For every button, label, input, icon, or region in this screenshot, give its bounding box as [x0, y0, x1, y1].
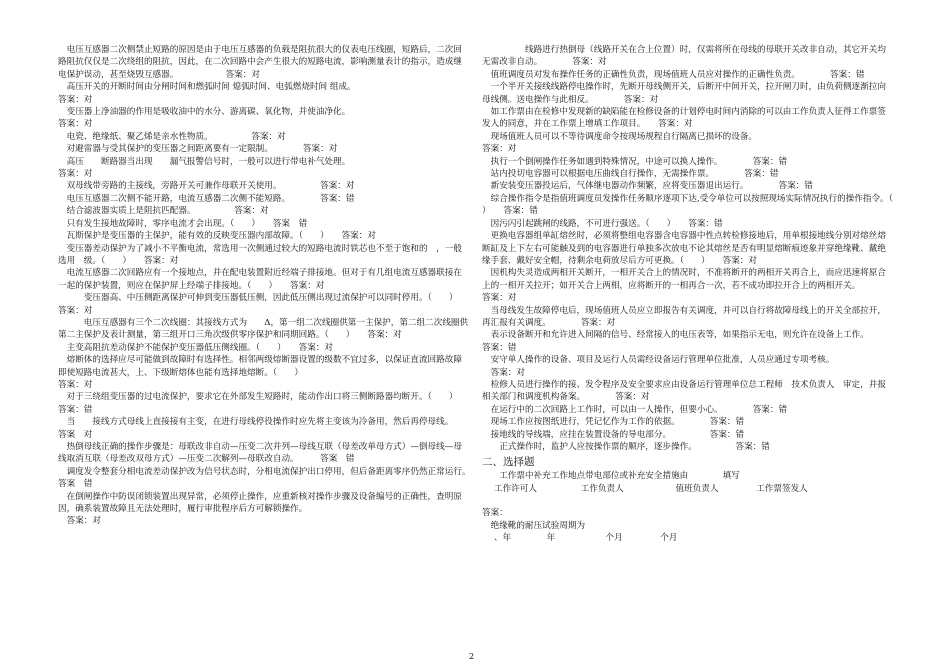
paragraph: 综合操作指令是指值班调度员发操作任务顺序逐项下达,受令单位可以按照现场实际情况执行的操作指令。（ ） 答案：错 [482, 193, 911, 217]
paragraph: 检修人员进行操作的接、发令程序及安全要求应由设备运行管理单位总工程师 技术负责人 审定，并报相关部门和调度机构备案。 答案：对 [482, 379, 886, 403]
paragraph: 当 接线方式母线上直接接有主变，在进行母线停役操作时应先将主变该为冷备用，然后再停母线。 答案 对 [58, 417, 484, 440]
question-2-options [482, 532, 894, 544]
paragraph: 正式操作时，监护人应按操作票的顺序，逐步操作。 答案：错 [482, 442, 770, 452]
paragraph: 答案：对 [482, 144, 517, 155]
paragraph: 对于三绕组变压器的过电流保护，要求它在外部发生短路时，能动作出口将三侧断路器均断开。（ ） 答案：错 [58, 392, 480, 415]
q1-option-4: 工作票签发人 [756, 483, 808, 494]
paragraph: 值班调度员对发布操作任务的正确性负责，现场值班人员应对操作的正确性负责。 答案：错 [482, 69, 865, 80]
paragraph: 执行一个倒闸操作任务如遇到特殊情况，中途可以换人操作。 答案：错 [482, 156, 788, 167]
paragraph: 接地线的导线端，应挂在装置设备的导电部分。 答案：错 [482, 429, 745, 440]
paragraph: 更换电容器组单缸熔丝时，必须将整组电容器含电容器中性点转检修接地后，用单根接地线分别对熔丝熔断缸及上下左右可能触及到的电容器进行单独多次放电不论其熔丝是否有明显熔断痕迹象并穿绝缘靴、戴绝缘手套、戴好安全帽，待剩余电荷放尽后方可更换。（ ） 答案：对 [482, 231, 886, 266]
paragraph: 电瓷、绝缘纸、聚乙烯是亲水性物质。 答案：对 [58, 131, 286, 142]
paragraph: 电压互感器有三个二次线圈：其接线方式为 Δ，第一组二次线圈供第一主保护，第二组二次线圈供第二主保护及表计测量，第三组开口三角次级供零序保护和同期回路。（ ） 答案：对 [58, 317, 469, 341]
paragraph: 现场工作应按图纸进行，凭记忆作为工作的依据。 答案：错 [482, 417, 745, 428]
paragraph: 电流互感器二次回路应有一个接地点，并在配电装置附近经端子排接地。但对于有几组电流互感器联接在一起的保护装置，则应在保护屏上经端子排接地。（ ） 答案：对 [58, 268, 462, 291]
q2-option-4: 个月 [660, 533, 678, 544]
paragraph: 变压器上净油器的作用是吸收油中的水分、游离碳、氧化物，并使油净化。 [58, 107, 351, 118]
question-2: 绝缘靴的耐压试验周期为 [482, 520, 586, 531]
question-1: 工作票中补充工作地点带电部位或补充安全措施由 填写 [482, 471, 740, 482]
paragraph: 电压互感器二次侧不能开路，电流互感器二次侧不能短路。 答案：错 [58, 193, 355, 204]
paragraph: 答案：对 [58, 169, 93, 180]
paragraph: 高压开关的开断时间由分闸时间和燃弧时间 熄弧时间、电弧燃烧时间 组成。 [58, 82, 356, 93]
paragraph: 在运行中的二次回路上工作时，可以由一人操作，但要小心。 答案：错 [482, 404, 788, 415]
paragraph: 线路进行热倒母（线路开关在合上位置）时，仅需将所在母线的母联开关改非自动，其它开关均无需改非自动。 答案：对 [482, 45, 886, 68]
paragraph: 表示设备断开和允许进入间隔的信号、经常接入的电压表等，如果指示无电，则允许在设备上工作。 答案：错 [482, 330, 908, 353]
paragraph: 因污闪引起跳闸的线路，不可进行强送。（ ） 答案：错 [482, 218, 723, 229]
paragraph: 瓦斯保护是变压器的主保护，能有效的反映变压器内部故障。（ ） 答案：对 [58, 231, 376, 242]
right-paragraphs [482, 44, 911, 453]
paragraph: 双母线带旁路的主接线，旁路开关可兼作母联开关使用。 答案：对 [58, 181, 355, 192]
paragraph: 对避雷器与受其保护的变压器之间距离要有一定限制。 答案：对 [58, 144, 338, 155]
left-column [58, 44, 501, 528]
paragraph: 结合滤波器实质上是阻抗匹配器。 答案：对 [58, 206, 269, 217]
paragraph: 答案：对 [482, 367, 525, 378]
paragraph: 主变高阻抗差动保护不能保护变压器低压侧线圈。（ ） 答案：对 [58, 342, 333, 353]
paragraph: 在倒闸操作中防误闭锁装置出现异常，必须停止操作，应重新核对操作步骤及设备编号的正确性，查明原因，确系装置故障且无法处理时，履行审批程序后方可解锁操作。 [58, 491, 462, 515]
q1-option-2: 工作负责人 [580, 483, 624, 494]
paragraph: 一个半开关接线线路停电操作时，先断开母线侧开关，后断开中间开关，拉开闸刀时，由负荷侧逐渐拉向母线侧。送电操作与此相反。 答案：对 [482, 82, 886, 105]
paragraph: 答案：对 [58, 379, 93, 390]
paragraph: 答案：对 [58, 119, 93, 130]
section-title: 二、选择题 [482, 456, 535, 469]
q2-option-1: 、年 [494, 533, 512, 544]
paragraph: 安守单人操作的设备、项目及运行人员需经设备运行管理单位批准，人员应通过专项考核。 [482, 355, 835, 366]
paragraph: 只有发生接地故障时，零序电流才会出现。（ ） 答案 错 [58, 218, 308, 229]
q1-option-3: 值班负责人 [675, 483, 719, 494]
paragraph: 现场值班人员可以不等待调度命令按现场规程自行隔离已损坏的设备。 [482, 131, 758, 142]
paragraph: 新安装变压器投运后，气体继电器动作频繁，应将变压器退出运行。 答案：错 [482, 181, 813, 192]
paragraph: 答案：对 [58, 94, 93, 105]
paragraph: 变压器高、中压侧距离保护可伸到变压器低压侧，因此低压侧出现过流保护可以同时停用。（ ） 答案：对 [58, 293, 471, 316]
paragraph: 变压器差动保护为了减小不平衡电流，常选用一次侧通过较大的短路电流时铁芯也不至于饱和的 ，一般选用 级。（ ） 答案：对 [58, 243, 462, 266]
paragraph: 熔断体的选择应尽可能做到故障时有选择性。相邻两级熔断器设置的级数不宜过多，以保证直流回路故障即使短路电流甚大，上、下级断熔体也能有选择地熔断。（ ） [58, 355, 462, 378]
paragraph: 站内投切电容器可以根据电压曲线自行操作，无需操作票。 答案：错 [482, 169, 779, 180]
paragraph: 因机构失灵造成两相开关断开，一相开关合上的情况时，不准将断开的两相开关再合上，而应迅速将原合上的一相开关拉开；如开关合上两相，应将断开的一相再合一次，若不成功即拉开合上的两相开关。 答案：对 [482, 268, 891, 304]
q2-option-2: 年 [546, 533, 556, 544]
page-number: 2 [469, 652, 475, 661]
question-1-options [482, 483, 894, 495]
paragraph: 答案：对 [58, 516, 101, 527]
paragraph: 热倒母线正确的操作步骤是：母联改非自动—压变二次并列—母线互联（母差改单母方式）—倒母线—母线取消互联（母差改双母方式）—压变二次解列—母联改自动。 答案 错 [58, 442, 462, 465]
paragraph: 高压 断路器当出现 漏气报警信号时，一般可以进行带电补气处理。 [58, 156, 351, 167]
right-column [482, 44, 911, 544]
paragraph: 当母线发生故障停电后，现场值班人员应立即报告有关调度，并可以自行将故障母线上的开关全部拉开，再汇报有关调度。 答案：对 [482, 305, 886, 328]
question-1-answer: 答案： [482, 508, 508, 519]
q2-option-3: 个月 [605, 533, 623, 544]
q1-option-1: 工作许可人 [494, 483, 537, 494]
paragraph: 电压互感器二次侧禁止短路的原因是由于电压互感器的负载是阻抗很大的仪表电压线圈，短路后，二次回路阻抗仅仅是二次绕组的阻抗，因此，在二次回路中会产生很大的短路电流，影响测量表计的指示，造成继电保护误动，甚至烧毁互感器。 答案：对 [58, 45, 462, 80]
paragraph: 调度发令整套分相电流差动保护改为信号状态时，分相电流保护出口停用，但后备距离零序仍然正常运行。 答案 错 [58, 466, 501, 490]
paragraph: 如工作票由在检修中发现新的缺陷能在检修设备的计划停电时间内消除的可以由工作负责人征得工作票签发人的同意，并在工作票上增填工作项目。 答案：对 [482, 107, 886, 130]
